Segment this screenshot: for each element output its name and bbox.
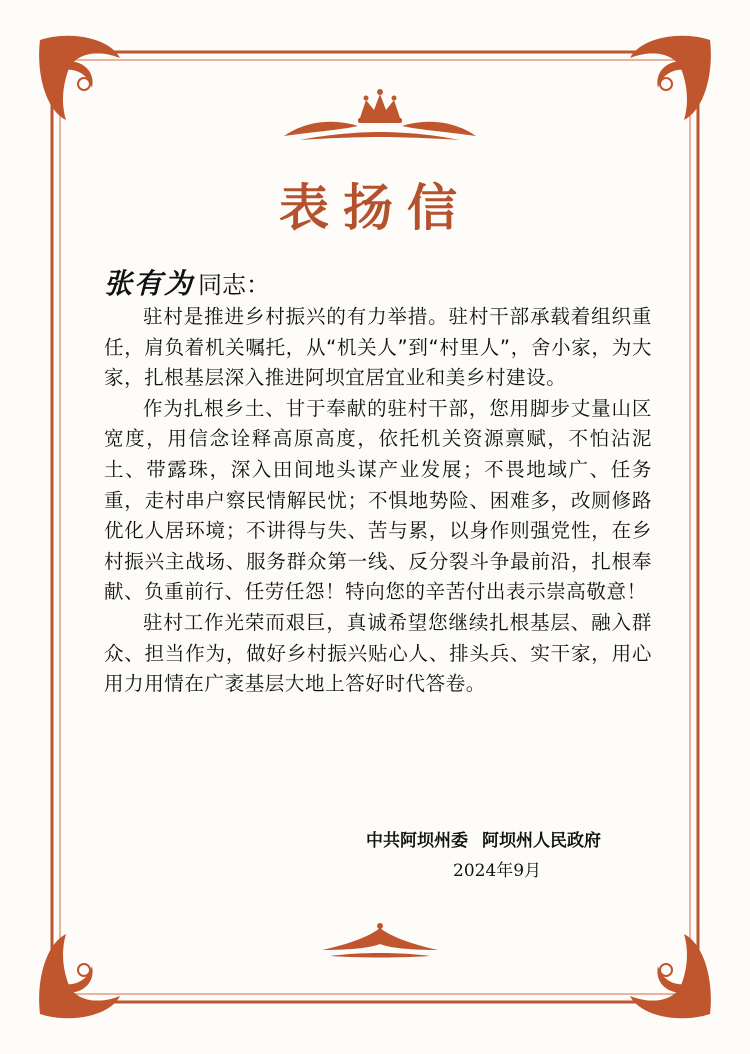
signature-org-1: 中共阿坝州委 — [366, 831, 468, 851]
paragraph-1: 驻村是推进乡村振兴的有力举措。驻村干部承载着组织重任，肩负着机关嘱托，从“机关人”到“村里人”，舍小家，为大家，扎根基层深入推进阿坝宜居宜业和美乡村建设。 — [104, 305, 652, 390]
signature-date: 2024年9月 — [453, 861, 542, 881]
letter-body — [104, 302, 652, 700]
paragraph-2: 作为扎根乡土、甘于奉献的驻村干部，您用脚步丈量山区宽度，用信念诠释高原高度，依托机关资源禀赋，不怕沾泥土、带露珠，深入田间地头谋产业发展；不畏地域广、任务重，走村串户察民情解民忧；不惧地势险、困难多，改厕修路优化人居环境；不讲得与失、苦与累，以身作则强党性，在乡村振兴主战场、服务群众第一线、反分裂斗争最前沿，扎根奉献、负重前行、任劳任怨！特向您的辛苦付出表示崇高敬意！ — [104, 396, 652, 604]
recipient-name: 张有为 — [104, 267, 195, 300]
signature-org-2: 阿坝州人民政府 — [482, 831, 601, 851]
crown-ornament-icon — [284, 89, 476, 140]
bottom-ornament-icon — [322, 923, 438, 958]
salutation-suffix: 同志： — [198, 271, 271, 299]
letter-title: 表扬信 — [279, 178, 471, 237]
salutation — [104, 262, 270, 302]
signature-orgs — [366, 826, 601, 851]
paragraph-3: 驻村工作光荣而艰巨，真诚希望您继续扎根基层、融入群众、担当作为，做好乡村振兴贴心人、排头兵、实干家，用心用力用情在广袤基层大地上答好时代答卷。 — [104, 610, 652, 696]
